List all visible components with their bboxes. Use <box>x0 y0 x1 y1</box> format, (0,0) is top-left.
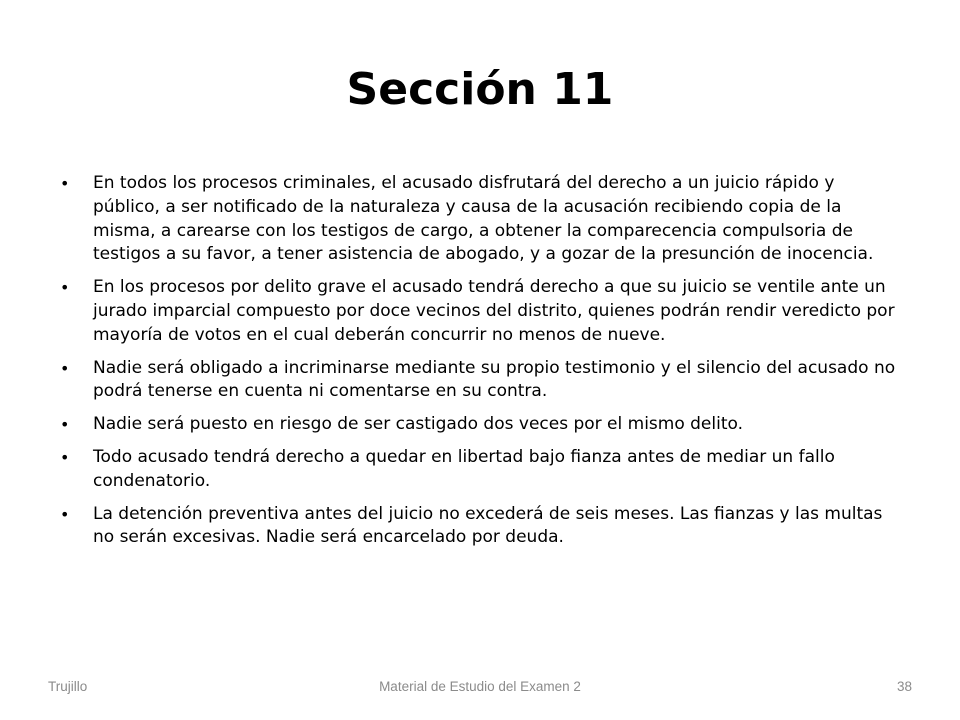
bullet-item <box>60 413 906 437</box>
bullet-dot-icon: • <box>60 174 70 193</box>
bullet-text: La detención preventiva antes del juicio no excederá de seis meses. Las fianzas y las multas no serán excesivas. Nadie será encarcelado por deuda. <box>93 503 883 548</box>
bullet-item <box>60 357 906 405</box>
bullet-dot-icon: • <box>60 415 70 435</box>
footer-author: Trujillo <box>48 679 88 694</box>
bullet-text: En los procesos por delito grave el acusado tendrá derecho a que su juicio se ventile ante un jurado imparcial compuesto por doce vecinos del distrito, quienes podrán rendir veredicto por mayoría de votos en el cual deberán concurrir no menos de nueve. <box>93 277 895 345</box>
bullet-dot-icon: • <box>60 447 70 467</box>
bullet-text: Todo acusado tendrá derecho a quedar en libertad bajo fianza antes de mediar un fallo condenatorio. <box>93 446 835 491</box>
bullet-item <box>60 276 906 347</box>
bullet-text: Nadie será obligado a incriminarse mediante su propio testimonio y el silencio del acusado no podrá tenerse en cuenta ni comentarse en su contra. <box>93 357 896 402</box>
bullet-item <box>60 446 906 494</box>
bullet-text: En todos los procesos criminales, el acusado disfrutará del derecho a un juicio rápido y público, a ser notificado de la naturaleza y causa de la acusación recibiendo copia de la misma, a carearse con los testigos de cargo, a obtener la comparecencia compulsoria de testigos a su favor, a tener asistencia de abogado, y a gozar de la presunción de inocencia. <box>93 173 874 265</box>
page-number: 38 <box>896 679 912 694</box>
bullet-dot-icon: • <box>60 358 70 378</box>
bullet-item <box>60 172 906 267</box>
slide-title: Sección 11 <box>346 64 614 115</box>
bullet-item <box>60 503 906 551</box>
footer-title: Material de Estudio del Examen 2 <box>379 679 581 694</box>
bullet-dot-icon: • <box>60 504 70 524</box>
bullet-dot-icon: • <box>60 278 70 298</box>
bullet-text: Nadie será puesto en riesgo de ser castigado dos veces por el mismo delito. <box>93 414 744 435</box>
bullet-list <box>60 172 906 559</box>
